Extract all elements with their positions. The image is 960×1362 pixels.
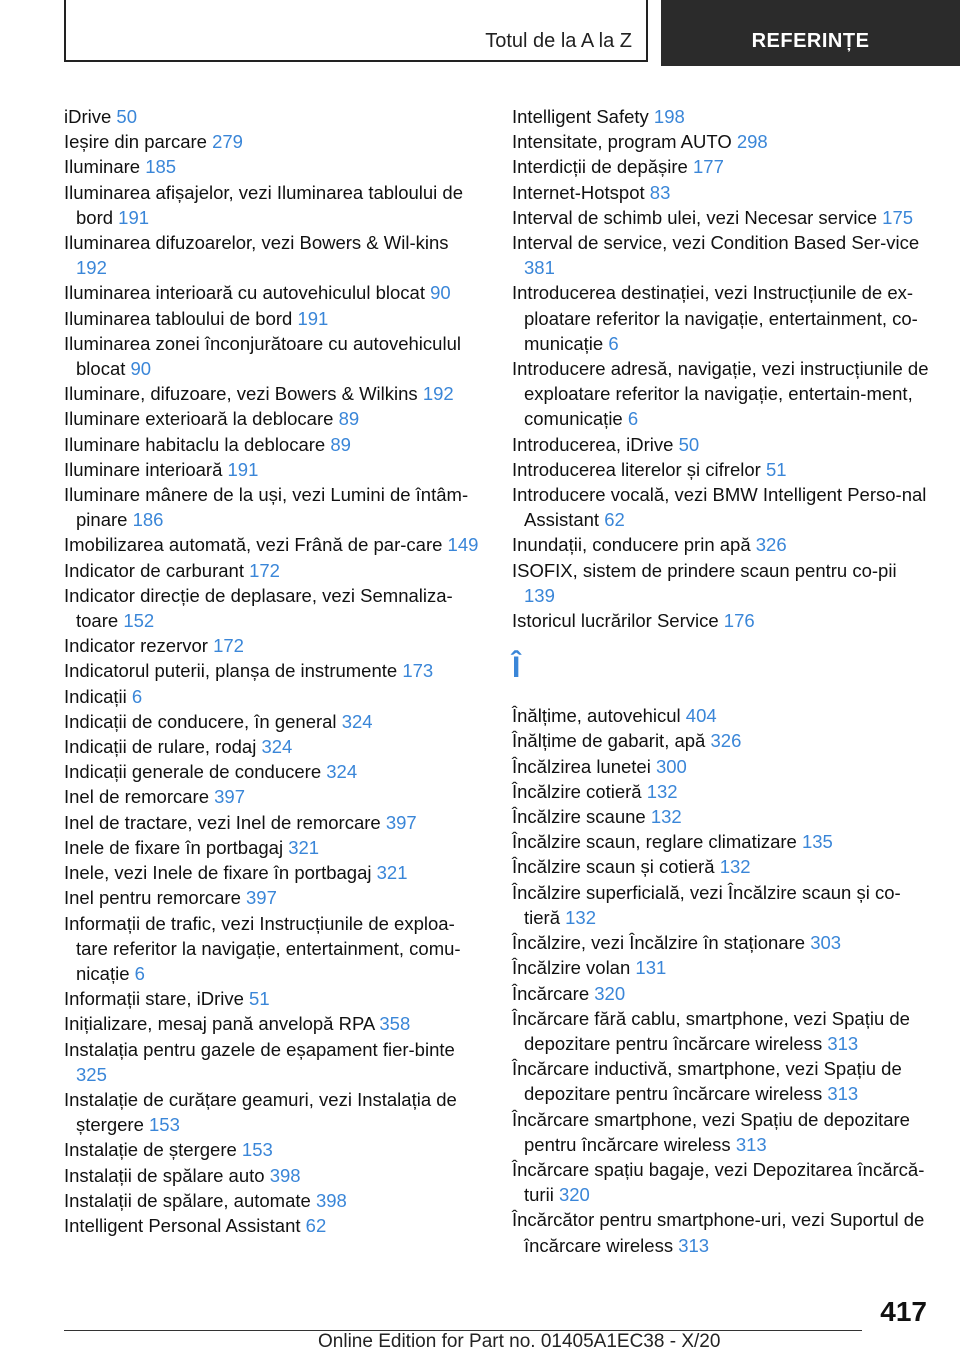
index-entry-term: Intensitate, program AUTO (512, 131, 737, 153)
index-entry (512, 608, 932, 633)
index-page-link[interactable]: 132 (646, 780, 678, 802)
index-entry-term: Instalație de ștergere (64, 1139, 242, 1161)
index-entry-term: Încărcare smartphone, vezi Spațiu de depozitare pentru încărcare wireless (512, 1108, 910, 1155)
index-page-link[interactable]: 321 (376, 862, 408, 884)
index-page-link[interactable]: 51 (249, 988, 270, 1010)
index-entry-term: Încărcare (512, 982, 595, 1004)
index-page-link[interactable]: 89 (330, 433, 351, 455)
chapter-title: Totul de la A la Z (485, 30, 632, 52)
index-entry (64, 1137, 484, 1162)
index-entry (512, 955, 932, 980)
index-entry-term: Instalații de spălare auto (64, 1164, 270, 1186)
index-entry-term: Iluminarea interioară cu autovehiculul blocat (64, 282, 431, 304)
index-entry-term: Indicator rezervor (64, 635, 214, 657)
index-page-link[interactable]: 192 (422, 383, 454, 405)
index-entry-term: Imobilizarea automată, vezi Frână de par‐care (64, 534, 448, 556)
index-entry-term: Inele, vezi Inele de fixare în portbagaj (64, 862, 377, 884)
index-page-link[interactable]: 397 (385, 811, 417, 833)
index-entry (64, 759, 484, 784)
header-title-box (64, 0, 648, 62)
index-entry-term: Încălzirea lunetei (512, 755, 656, 777)
index-entry-term: iDrive (64, 106, 117, 127)
index-entry (512, 180, 932, 205)
index-entry-term: Indicații de conducere, în general (64, 710, 342, 732)
index-entry (512, 728, 932, 753)
index-entry-term: Instalații de spălare, automate (64, 1189, 316, 1211)
index-entry-term: Iluminare habitaclu la deblocare (64, 433, 331, 455)
index-entry (64, 734, 484, 759)
index-entry-term: Încălzire scaun și cotieră (512, 856, 720, 878)
index-entry (64, 810, 484, 835)
index-entry-term: Încălzire cotieră (512, 780, 647, 802)
index-entry (64, 306, 484, 331)
index-entry (512, 532, 932, 557)
index-column-left (64, 104, 484, 1238)
index-entry-term: Introducere adresă, navigație, vezi instrucțiunile de exploatare referitor la navigație, entertain‐ment, comunicație (512, 358, 929, 430)
index-entry (512, 930, 932, 955)
index-page-link[interactable]: 298 (736, 131, 768, 153)
index-entry-term: Interval de service, vezi Condition Based Ser‐vice (512, 232, 920, 254)
index-entry (512, 230, 932, 280)
index-page-link[interactable]: 139 (524, 584, 555, 606)
index-entry-term: Încălzire scaun, reglare climatizare (512, 831, 802, 853)
index-page-link[interactable]: 300 (655, 755, 687, 777)
index-page-link[interactable]: 186 (132, 509, 164, 531)
index-entry (64, 406, 484, 431)
index-page-link[interactable]: 135 (801, 831, 833, 853)
index-entry-term: Indicatorul puterii, planșa de instrumente (64, 660, 403, 682)
index-entry-term: Introducerea destinației, vezi Instrucțiunile de ex‐ploatare referitor la navigație, entertainment, co‐municație (512, 282, 918, 354)
index-page-link[interactable]: 50 (678, 433, 700, 455)
index-page-link[interactable]: 6 (131, 685, 143, 707)
index-page-link[interactable]: 152 (123, 610, 155, 632)
index-entry (512, 482, 932, 532)
index-entry (64, 129, 484, 154)
index-entry (512, 829, 932, 854)
index-entry-term: Indicații generale de conducere (64, 761, 327, 783)
index-page-link[interactable]: 6 (134, 962, 145, 984)
index-page-link[interactable]: 397 (246, 887, 277, 909)
index-entry-term: Instalație de curățare geamuri, vezi Instalația de ștergere (64, 1088, 457, 1136)
index-entry (512, 205, 932, 230)
index-page-link[interactable]: 132 (719, 856, 751, 878)
index-entry-term: Instalația pentru gazele de eșapament fier‐binte (64, 1038, 455, 1060)
index-page-link[interactable]: 51 (765, 458, 787, 480)
index-entry (512, 558, 932, 608)
index-page-link[interactable]: 50 (116, 106, 137, 127)
index-page-link[interactable]: 175 (882, 206, 914, 228)
index-entry-term: Introducere vocală, vezi BMW Intelligent Perso‐nal Assistant (512, 484, 927, 531)
index-entry (512, 1207, 932, 1257)
index-entry (64, 1037, 484, 1087)
index-entry-term: Inel de tractare, vezi Inel de remorcare (64, 811, 386, 833)
index-page-link[interactable]: 398 (315, 1189, 347, 1211)
index-entry (64, 633, 484, 658)
index-page-link[interactable]: 90 (130, 358, 152, 380)
index-page-link[interactable]: 313 (735, 1133, 767, 1155)
section-title: REFERINȚE (751, 30, 870, 52)
index-entry-term: Internet-Hotspot (512, 181, 650, 203)
index-entry-term: Inel pentru remorcare (64, 887, 247, 909)
index-entry (512, 154, 932, 179)
index-page-link[interactable]: 173 (402, 660, 434, 682)
index-entry-term: ISOFIX, sistem de prindere scaun pentru co‐pii (512, 559, 897, 581)
index-entry-term: Înălțime de gabarit, apă (512, 730, 711, 752)
index-entry-term: Încărcare spațiu bagaje, vezi Depozitarea încărcă‐turii (512, 1158, 925, 1206)
index-entry-term: Iluminare (64, 156, 146, 178)
index-entry-term: Introducerea literelor și cifrelor (512, 458, 766, 480)
index-entry (64, 911, 484, 987)
index-entry (64, 1087, 484, 1137)
index-page-link[interactable]: 321 (288, 836, 320, 858)
index-entry (512, 457, 932, 482)
index-entry-term: Iluminarea zonei înconjurătoare cu autovehiculul blocat (64, 332, 461, 380)
index-page-link[interactable]: 6 (608, 332, 619, 354)
index-group-i (512, 104, 932, 633)
index-page-link[interactable]: 279 (212, 131, 243, 153)
index-entry-term: Indicator direcție de deplasare, vezi Semnaliza‐toare (64, 584, 453, 632)
index-entry-term: Inel de remorcare (64, 786, 215, 808)
index-entry (512, 104, 932, 129)
index-entry (512, 1157, 932, 1207)
index-page-link[interactable]: 177 (693, 156, 724, 178)
index-entry (512, 804, 932, 829)
index-page-link[interactable]: 326 (755, 534, 787, 556)
index-entry-term: Încărcare fără cablu, smartphone, vezi Spațiu de depozitare pentru încărcare wireless (512, 1007, 910, 1054)
index-entry-term: Ieșire din parcare (64, 131, 213, 153)
index-entry-term: Încălzire scaune (512, 806, 651, 828)
index-entry (64, 684, 484, 709)
index-entry-term: Încălzire volan (512, 957, 636, 979)
index-page-link[interactable]: 313 (827, 1083, 859, 1105)
index-entry-term: Iluminarea tabloului de bord (64, 307, 298, 329)
index-page-link[interactable]: 191 (118, 206, 150, 228)
index-page-link[interactable]: 132 (650, 806, 682, 828)
index-entry-term: Încălzire, vezi Încălzire în staționare (512, 932, 811, 954)
index-entry (512, 754, 932, 779)
index-page-link[interactable]: 404 (685, 705, 717, 727)
index-entry-term: Inele de fixare în portbagaj (64, 836, 289, 858)
index-entry-term: Încărcător pentru smartphone-uri, vezi Suportul de încărcare wireless (512, 1209, 925, 1256)
index-entry (64, 457, 484, 482)
index-entry (512, 880, 932, 930)
index-entry (512, 129, 932, 154)
index-page-link[interactable]: 381 (524, 257, 555, 279)
index-group-i-circumflex (512, 703, 932, 1257)
index-entry (64, 583, 484, 633)
index-entry (64, 1163, 484, 1188)
index-page-link[interactable]: 90 (430, 282, 451, 304)
index-page-link[interactable]: 172 (213, 635, 244, 657)
index-page-link[interactable]: 198 (653, 106, 685, 127)
index-entry (64, 835, 484, 860)
index-entry (64, 432, 484, 457)
index-entry (64, 104, 484, 129)
index-entry-term: Inundații, conducere prin apă (512, 534, 756, 556)
index-entry-term: Iluminare mânere de la uși, vezi Lumini de întâm‐pinare (64, 484, 469, 531)
index-page-link[interactable]: 303 (810, 932, 842, 954)
index-page-link[interactable]: 62 (305, 1214, 327, 1236)
index-entry (64, 885, 484, 910)
index-page-link[interactable]: 191 (297, 307, 329, 329)
index-entry-term: Introducerea, iDrive (512, 433, 679, 455)
index-page-link[interactable]: 313 (678, 1234, 710, 1256)
footer-edition-text: Online Edition for Part no. 01405A1EC38 - X/20 (318, 1331, 721, 1352)
index-entry (64, 482, 484, 532)
index-entry (512, 779, 932, 804)
index-entry (512, 1056, 932, 1106)
index-entry-term: Indicator de carburant (64, 559, 250, 581)
index-page-link[interactable]: 191 (227, 458, 259, 480)
index-entry (64, 154, 484, 179)
index-entry-term: Interval de schimb ulei, vezi Necesar service (512, 206, 883, 228)
index-entry (64, 558, 484, 583)
index-page-link[interactable]: 6 (627, 408, 639, 430)
section-tab (661, 0, 960, 66)
index-page-link[interactable]: 131 (635, 957, 667, 979)
index-entry-term: Iluminare interioară (64, 458, 228, 480)
index-entry (64, 709, 484, 734)
index-page-link[interactable]: 324 (326, 761, 358, 783)
index-entry (64, 230, 484, 280)
index-entry (64, 1188, 484, 1213)
index-entry (64, 381, 484, 406)
index-entry (64, 658, 484, 683)
index-entry-term: Iluminare, difuzoare, vezi Bowers & Wilkins (64, 383, 423, 405)
index-page-link[interactable]: 149 (447, 534, 479, 556)
index-page-link[interactable]: 320 (594, 982, 626, 1004)
letter-heading: Î (512, 651, 521, 685)
index-page-link[interactable]: 153 (149, 1114, 180, 1136)
index-page-link[interactable]: 62 (604, 509, 625, 531)
index-page-link[interactable]: 89 (338, 408, 360, 430)
index-entry-term: Încălzire superficială, vezi Încălzire scaun și co‐tieră (512, 881, 901, 928)
index-entry (512, 854, 932, 879)
page-number: 417 (880, 1296, 927, 1327)
index-entry (64, 180, 484, 230)
index-page-link[interactable]: 172 (249, 559, 280, 581)
index-entry (512, 1107, 932, 1157)
index-page-link[interactable]: 153 (241, 1139, 273, 1161)
index-entry (64, 784, 484, 809)
index-entry-term: Interdicții de depășire (512, 156, 693, 178)
index-entry (64, 1011, 484, 1036)
index-page-link[interactable]: 185 (145, 156, 177, 178)
index-page-link[interactable]: 397 (214, 786, 245, 808)
index-page-link[interactable]: 176 (723, 610, 755, 632)
index-entry (64, 1213, 484, 1238)
index-entry-term: Istoricul lucrărilor Service (512, 610, 724, 632)
index-entry-term: Intelligent Personal Assistant (64, 1214, 306, 1236)
index-entry (512, 280, 932, 356)
index-entry-term: Informații stare, iDrive (64, 988, 250, 1010)
index-page-link[interactable]: 313 (827, 1032, 859, 1054)
index-entry (64, 331, 484, 381)
index-entry-term: Inițializare, mesaj pană anvelopă RPA (64, 1013, 380, 1035)
index-page-link[interactable]: 83 (649, 181, 671, 203)
index-page-link[interactable]: 192 (76, 257, 107, 279)
index-page-link[interactable]: 398 (269, 1164, 301, 1186)
index-entry-term: Înălțime, autovehicul (512, 705, 686, 727)
index-entry-term: Intelligent Safety (512, 106, 654, 127)
index-entry (64, 280, 484, 305)
index-entry (512, 981, 932, 1006)
index-entry (64, 860, 484, 885)
index-entry (512, 356, 932, 432)
index-entry (64, 532, 484, 557)
index-entry-term: Indicații (64, 685, 132, 707)
index-page-link[interactable]: 324 (341, 710, 373, 732)
index-entry (64, 986, 484, 1011)
index-page-link[interactable]: 132 (565, 906, 597, 928)
page-header (0, 0, 960, 66)
index-column-right (512, 104, 932, 1258)
index-page-link[interactable]: 326 (710, 730, 742, 752)
index-entry-term: Iluminarea difuzoarelor, vezi Bowers & Wil‐kins (64, 232, 449, 254)
index-entry-term: Iluminare exterioară la deblocare (64, 408, 339, 430)
index-page-link[interactable]: 324 (261, 736, 293, 758)
index-entry (512, 432, 932, 457)
index-entry-term: Indicații de rulare, rodaj (64, 736, 262, 758)
index-entry-term: Încărcare inductivă, smartphone, vezi Spațiu de depozitare pentru încărcare wireless (512, 1058, 902, 1105)
index-page-link[interactable]: 325 (76, 1063, 107, 1085)
index-entry (512, 1006, 932, 1056)
index-entry-term: Iluminarea afișajelor, vezi Iluminarea tabloului de bord (64, 181, 463, 228)
index-entry-term: Informații de trafic, vezi Instrucțiunile de exploa‐tare referitor la navigație, entertainment, comu‐nicație (64, 912, 461, 984)
index-page-link[interactable]: 320 (558, 1184, 590, 1206)
index-entry (512, 703, 932, 728)
index-page-link[interactable]: 358 (379, 1013, 411, 1035)
